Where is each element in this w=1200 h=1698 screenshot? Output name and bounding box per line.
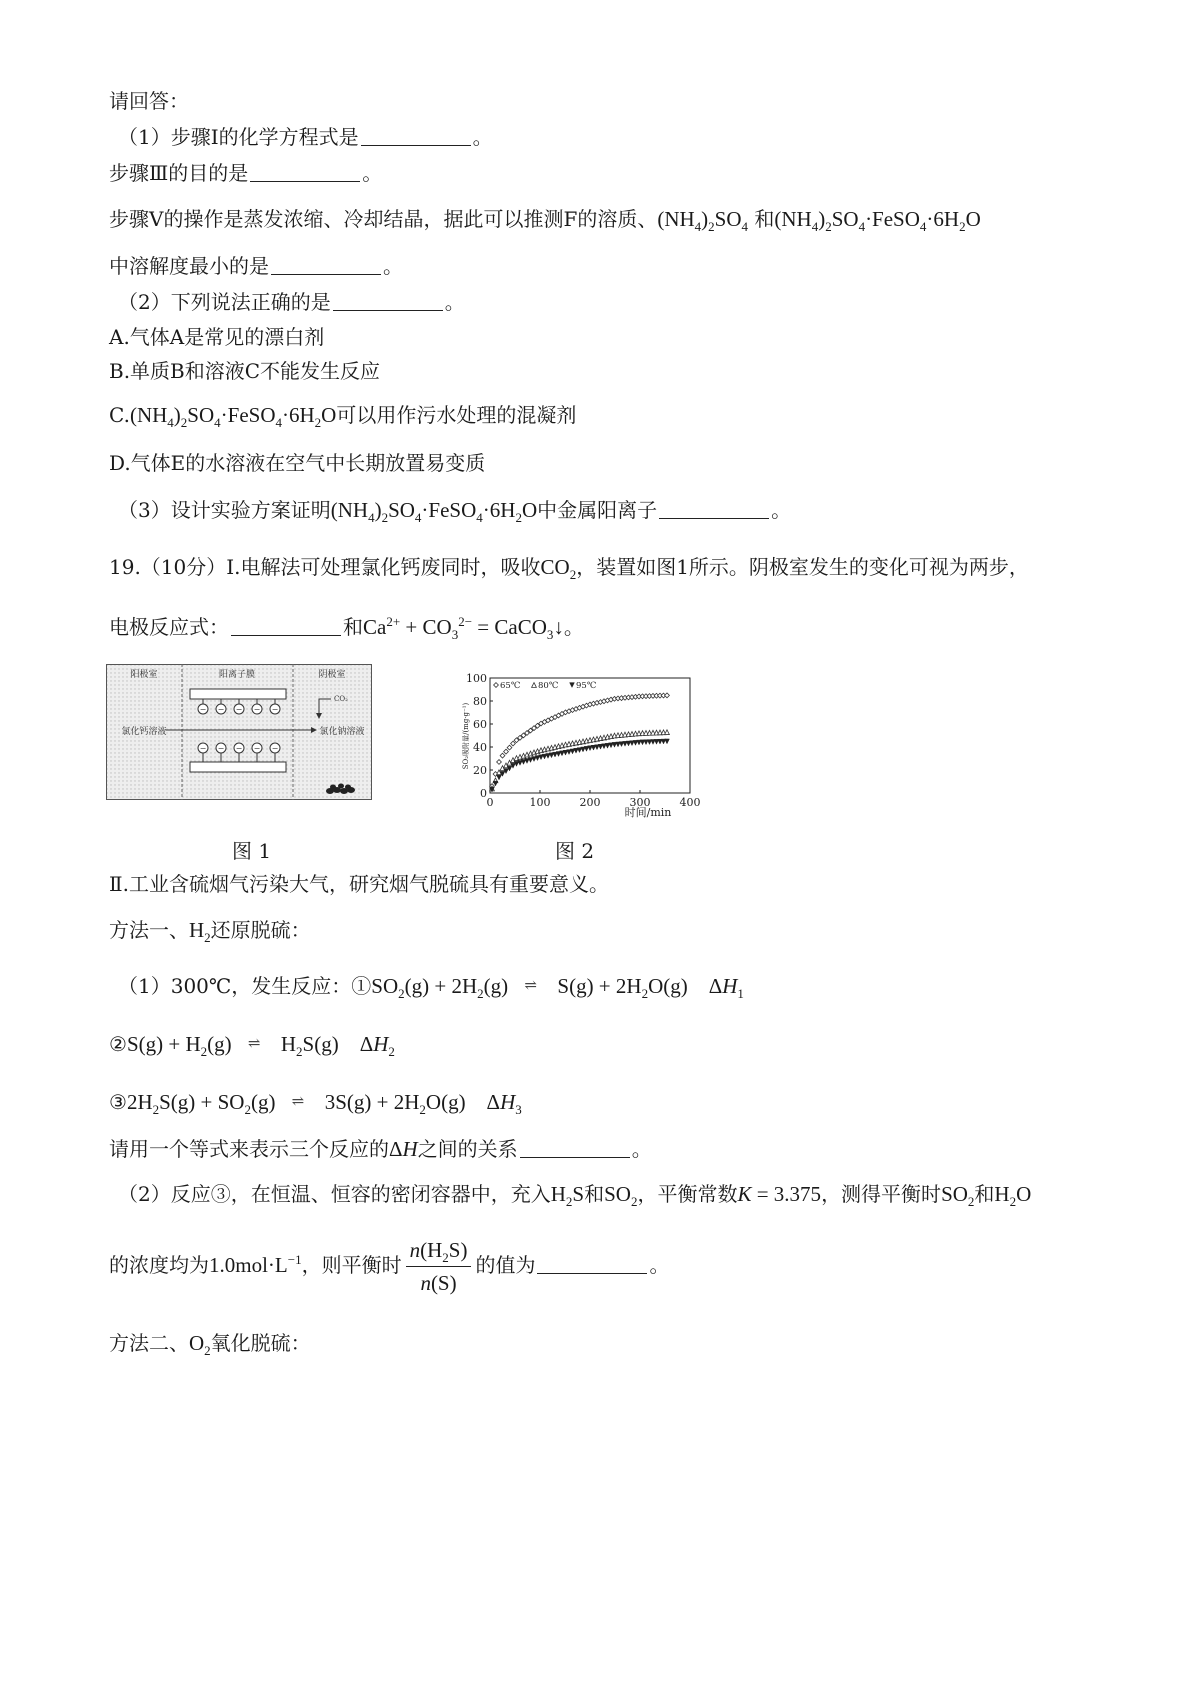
text-line: 请回答： (109, 89, 189, 113)
left-solution-label: 氯化钙溶液 (121, 727, 167, 737)
y-tick-label: 20 (473, 764, 487, 777)
y-tick-label: 100 (466, 672, 487, 685)
x-tick-label: 200 (579, 796, 601, 809)
ratio-fraction: $\frac{n(H_2S)}{n(S)}$ (406, 1234, 472, 1299)
y-axis-label: SO₂吸附量/(mg·g⁻¹) (462, 702, 470, 770)
equilibrium-arrow-icon: ⇌ (291, 1094, 304, 1110)
figure-2-chart (458, 668, 701, 820)
reaction-1-line: （1）300℃，发生反应：$①SO_2(g) + 2H_2(g)$ ⇌ $S(g) + 2H_2O(g)$ $\Delta H_1$ (118, 974, 744, 1002)
question-1-line: （1）步骤Ⅰ的化学方程式是 。 (118, 125, 493, 149)
svg-text:−: − (217, 744, 225, 753)
text-line: 中溶解度最小的是 。 (109, 254, 403, 278)
answer-blank (250, 163, 360, 182)
x-tick-label: 300 (629, 796, 651, 809)
text-line: 的浓度均为$1.0mol\cdot L^{-1}$，则平衡时 $\frac{n(H_2S)}{n(S)}$ 的值为 。 (109, 1234, 669, 1299)
option-d: D.气体E的水溶液在空气中长期放置易变质 (109, 451, 486, 475)
x-tick-label: 0 (486, 796, 494, 809)
formula: $(NH_4)_2SO_4\cdot FeSO_4\cdot 6H_2O$ (129, 403, 337, 431)
answer-blank (333, 292, 443, 311)
anode-room-label: 阳极室 (130, 670, 158, 680)
reaction-3-line: $③2H_2S(g) + SO_2(g)$ ⇌ $3S(g) + 2H_2O(g)$ $\Delta H_3$ (109, 1090, 522, 1118)
question-19-line: 19.（10分）Ⅰ.电解法可处理氯化钙废同时，吸收$CO_2$，装置如图1所示。阴极室发生的变化可视为两步， (109, 555, 1029, 583)
question-2-equilibrium-line: （2）反应③，在恒温、恒容的密闭容器中，充入$H_2S$和$SO_2$，平衡常数K = 3.375，测得平衡时$SO_2$和$H_2O$ (118, 1182, 1032, 1210)
x-tick-label: 100 (529, 796, 551, 809)
cathode-room-label: 阴极室 (318, 670, 346, 680)
svg-text:−: − (253, 744, 261, 753)
text-line: 电极反应式： 和$Ca^{2+} + CO_3^{2-}$ = CaCO$_3$↓。 (109, 614, 584, 643)
equilibrium-arrow-icon: ⇌ (247, 1036, 260, 1052)
legend-label: 80℃ (538, 681, 559, 691)
reaction-2-line: ②S(g) + $H_2(g)$ ⇌ $H_2S(g)$ $\Delta H_2$ (109, 1032, 395, 1060)
y-tick-label: 0 (480, 787, 487, 800)
x-tick-label: 400 (679, 796, 701, 809)
option-a: A.气体A是常见的漂白剂 (109, 325, 325, 349)
formula: $(NH_4)_2SO_4\cdot FeSO_4\cdot 6H_2O$ (774, 207, 981, 235)
answer-blank (271, 256, 381, 275)
option-b: B.单质B和溶液C不能发生反应 (109, 359, 381, 383)
svg-text:−: − (271, 744, 279, 753)
question-2-line: （2）下列说法正确的是 。 (118, 290, 465, 314)
formula: $Ca^{2+} + CO_3^{2-}$ = CaCO$_3$↓ (363, 614, 564, 643)
formula: $H_2$ (189, 918, 211, 946)
formula: $(NH_4)_2SO_4\cdot FeSO_4\cdot 6H_2O$ (330, 498, 538, 526)
y-tick-label: 60 (473, 718, 487, 731)
figure-1-caption: 图 1 (232, 839, 272, 863)
question-3-line: （3）设计实验方案证明$(NH_4)_2SO_4\cdot FeSO_4\cdot 6H_2O$中金属阳离子 。 (118, 498, 792, 526)
equation-3: $2H_2S(g) + SO_2(g)$ ⇌ $3S(g) + 2H_2O(g)$ $\Delta H_3$ (126, 1090, 522, 1118)
membrane-label: 阳离子膜 (218, 670, 256, 680)
formula: $CO_2$ (540, 555, 577, 583)
legend-label: 95℃ (576, 681, 597, 691)
option-c: $C.(NH_4)_2SO_4\cdot FeSO_4\cdot 6H_2O$可以用作污水处理的混凝剂 (109, 403, 577, 431)
answer-blank (537, 1255, 647, 1274)
svg-text:−: − (199, 705, 207, 714)
equation-1: $SO_2(g) + 2H_2(g)$ ⇌ $S(g) + 2H_2O(g)$ $\Delta H_1$ (371, 974, 744, 1002)
text-line: 方法一、$H_2$还原脱硫： (109, 918, 311, 946)
svg-text:−: − (199, 744, 207, 753)
section-ii-line: Ⅱ.工业含硫烟气污染大气，研究烟气脱硫具有重要意义。 (109, 872, 609, 896)
co2-gas-label: CO₂ (334, 695, 348, 703)
svg-text:−: − (217, 705, 225, 714)
formula: $(NH_4)_2SO_4$ (657, 207, 749, 235)
svg-text:−: − (235, 744, 243, 753)
method-2-line: 方法二、$O_2$氧化脱硫： (109, 1331, 311, 1359)
x-axis-label: 时间/min (624, 806, 672, 819)
equation-2: $S(g) + H_2(g)$ ⇌ $H_2S(g)$ $\Delta H_2$ (126, 1032, 395, 1060)
svg-text:−: − (271, 705, 279, 714)
answer-blank (659, 500, 769, 519)
y-tick-label: 80 (473, 695, 487, 708)
equilibrium-arrow-icon: ⇌ (524, 978, 536, 994)
answer-blank (520, 1139, 630, 1158)
answer-blank (361, 127, 471, 146)
legend-label: 65℃ (500, 681, 521, 691)
y-tick-label: 40 (473, 741, 487, 754)
figure-1-electrolysis-cell (106, 664, 372, 800)
svg-text:−: − (253, 705, 261, 714)
text-line: 步骤Ⅲ的目的是 。 (109, 161, 383, 185)
svg-text:−: − (235, 705, 243, 714)
figure-2-caption: 图 2 (555, 839, 595, 863)
right-solution-label: 氯化钠溶液 (319, 727, 365, 737)
text-line: 请用一个等式来表示三个反应的ΔH之间的关系 。 (109, 1137, 652, 1161)
answer-blank (231, 617, 341, 636)
text-line: 步骤Ⅴ的操作是蒸发浓缩、冷却结晶，据此可以推测F的溶质、$(NH_4)_2SO_4$ 和$(NH_4)_2SO_4\cdot FeSO_4\cdot 6H_2O$ (109, 207, 981, 235)
